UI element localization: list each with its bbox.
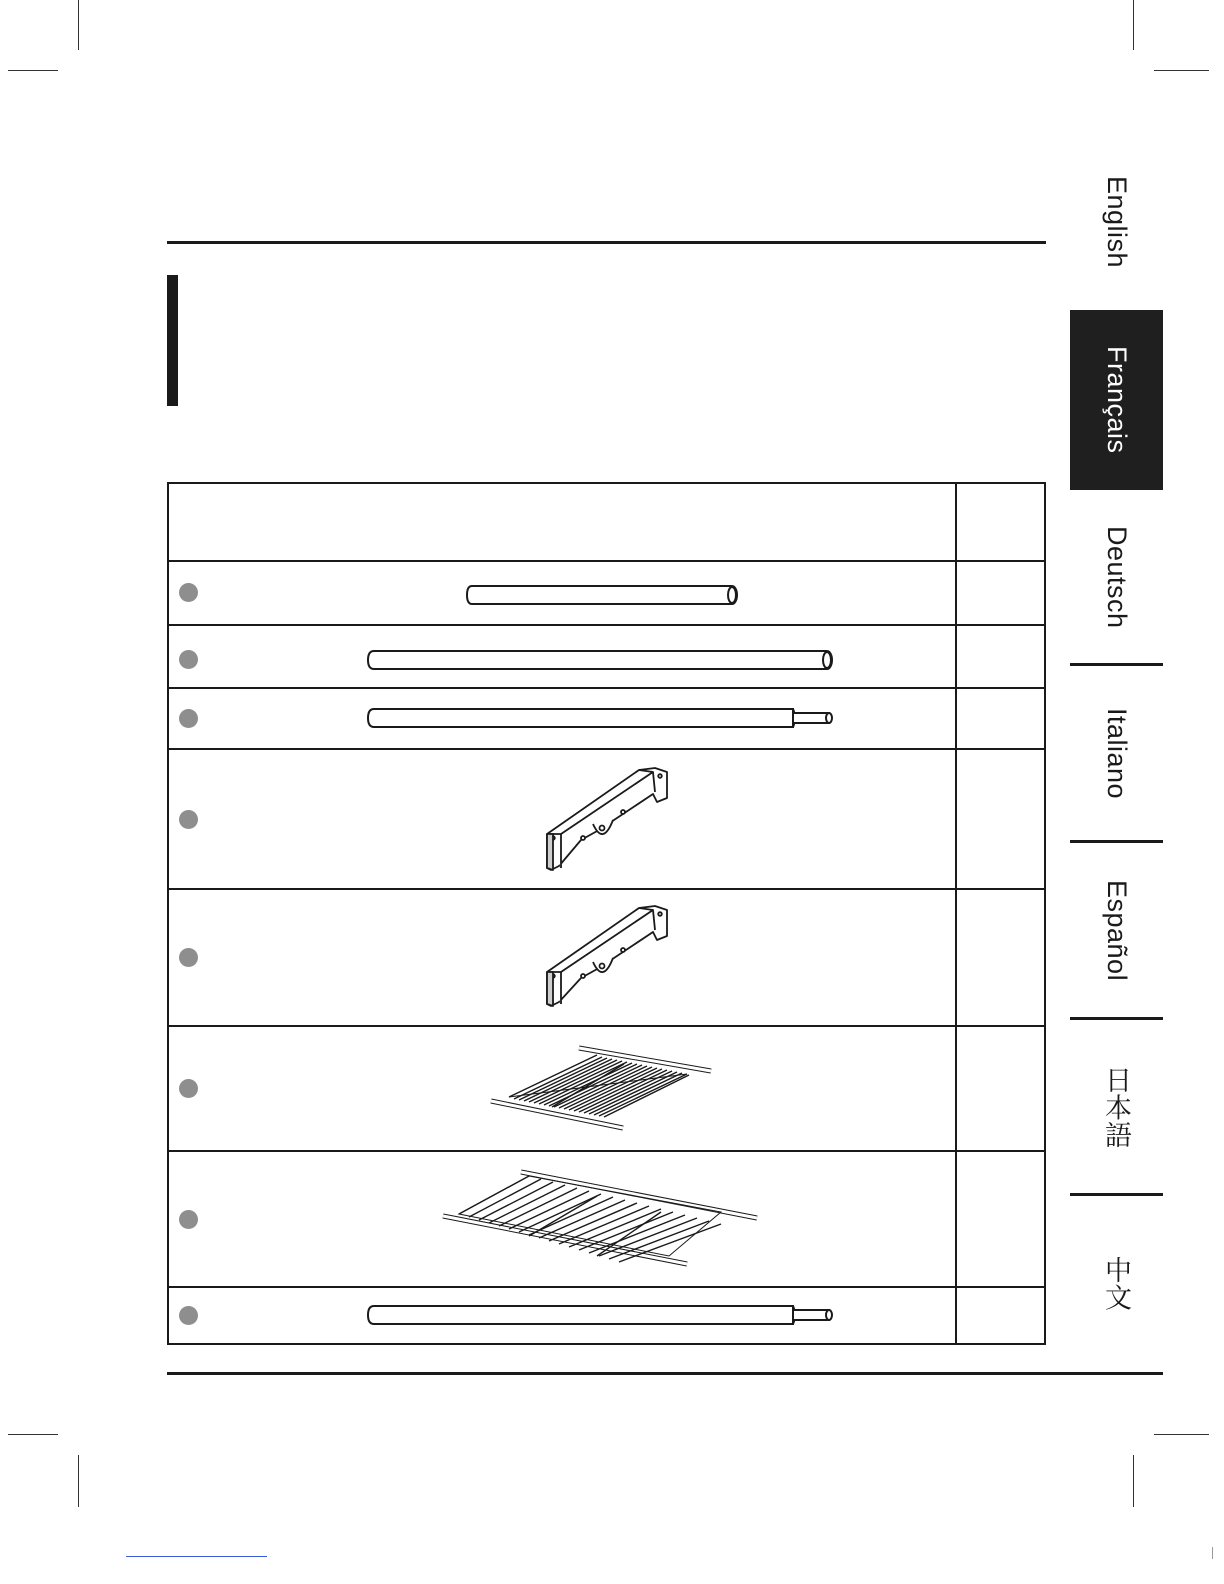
table-row — [169, 748, 1044, 888]
crop-mark — [1133, 1455, 1134, 1507]
table-header-row — [169, 484, 1044, 560]
table-row — [169, 1286, 1044, 1343]
tab-english[interactable] — [1070, 135, 1163, 310]
wire-shelf-small-illustration — [169, 1027, 955, 1150]
connector-tube-illustration — [169, 689, 955, 748]
parts-table — [167, 482, 1046, 1345]
link-underline — [126, 1556, 267, 1557]
crop-mark — [78, 1455, 79, 1507]
table-row — [169, 687, 1044, 748]
wall-bracket-illustration — [169, 890, 955, 1025]
crop-mark — [78, 0, 79, 50]
tab-deutsch[interactable] — [1070, 490, 1163, 665]
tab-japanese[interactable] — [1070, 1020, 1163, 1195]
tab-label: Italiano — [1102, 707, 1132, 800]
tab-label: English — [1102, 176, 1132, 269]
table-row — [169, 624, 1044, 687]
header-rule — [167, 241, 1046, 244]
long-tube-illustration — [169, 626, 955, 687]
tab-francais[interactable] — [1070, 310, 1163, 490]
language-tabs — [1070, 135, 1163, 1345]
page-edge-mark — [1212, 1547, 1213, 1559]
tab-label: Français — [1102, 346, 1132, 454]
tab-espanol[interactable] — [1070, 843, 1163, 1018]
crop-mark — [1133, 0, 1134, 50]
footer-rule — [167, 1372, 1163, 1375]
tab-label: Español — [1102, 879, 1132, 982]
tab-italiano[interactable] — [1070, 666, 1163, 841]
tab-label: 中文 — [1101, 1256, 1131, 1311]
tab-label: Deutsch — [1102, 526, 1132, 629]
crop-mark — [1154, 1434, 1209, 1435]
connector-tube-illustration — [169, 1288, 955, 1343]
crop-mark — [8, 1434, 58, 1435]
crop-mark — [8, 70, 58, 71]
section-marker-bar — [167, 275, 178, 406]
short-tube-illustration — [169, 562, 955, 624]
tab-label: 日本語 — [1101, 1066, 1131, 1149]
tab-chinese[interactable] — [1070, 1196, 1163, 1371]
table-row — [169, 888, 1044, 1025]
wire-shelf-large-illustration — [169, 1152, 955, 1286]
table-row — [169, 1150, 1044, 1286]
crop-mark — [1154, 70, 1209, 71]
wall-bracket-illustration — [169, 750, 955, 888]
table-row — [169, 560, 1044, 624]
table-row — [169, 1025, 1044, 1150]
